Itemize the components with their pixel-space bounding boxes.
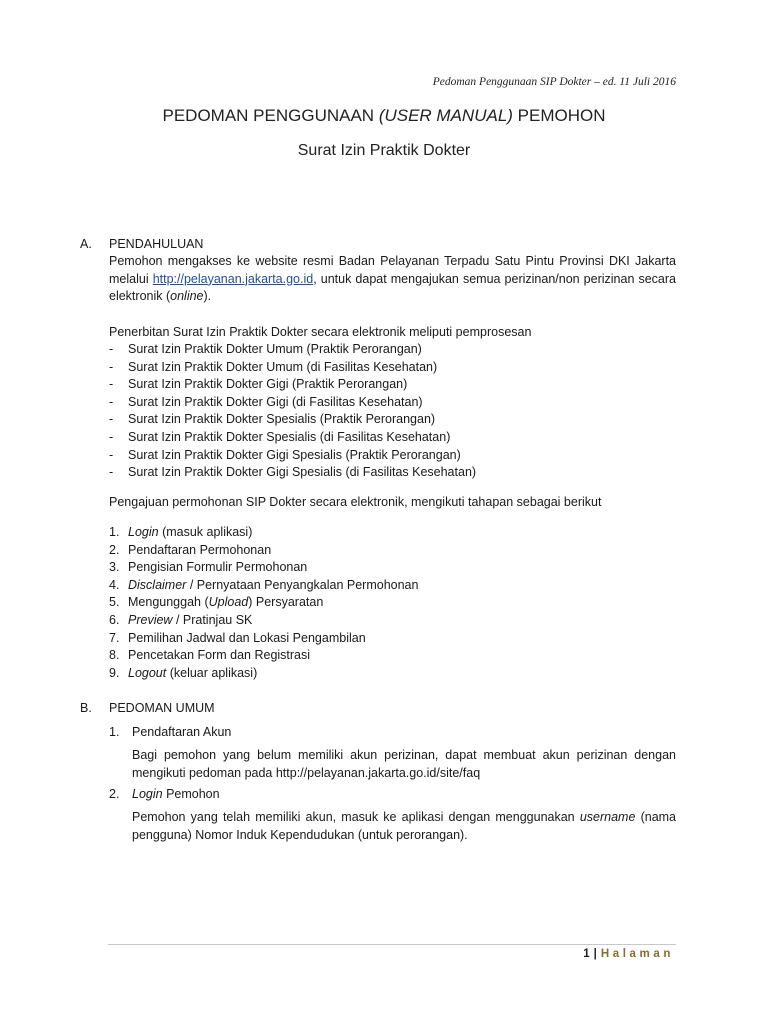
sub2-heading-italic: Login [132,787,163,801]
list-item: - Surat Izin Praktik Dokter Gigi (di Fasilitas Kesehatan) [109,394,669,412]
title-part-1: PEDOMAN PENGGUNAAN [162,106,379,125]
running-header: Pedoman Penggunaan SIP Dokter – ed. 11 Juli 2016 [432,76,676,88]
sub2-text-italic: username [579,810,636,824]
document-title [0,106,768,126]
section-a-letter: A. [80,237,92,251]
intro-text-2: , untuk dapat mengajukan semua perizinan/non perizinan secara elektronik ( [109,271,676,304]
document-subtitle: Surat Izin Praktik Dokter [297,142,471,159]
step-text: Pendaftaran Permohonan [128,542,272,557]
step-number: 6. [109,612,120,627]
section-a-intro [109,253,676,306]
step-text-2: ) Persyaratan [248,595,324,610]
steps-intro: Pengajuan permohonan SIP Dokter secara elektronik, mengikuti tahapan sebagai berikut [109,495,602,509]
sub2-heading-rest: Pemohon [162,787,220,801]
step-number: 1. [109,525,120,539]
step-number: 9. [109,665,120,680]
steps-list [109,524,669,682]
step-item [109,542,669,560]
step-number: 8. [109,648,120,663]
list-item: - Surat Izin Praktik Dokter Gigi Spesialis (di Fasilitas Kesehatan) [109,464,669,482]
intro-link[interactable]: http://pelayanan.jakarta.go.id [152,271,314,286]
step-text: / Pratinjau SK [172,612,253,627]
list-item: - Surat Izin Praktik Dokter Gigi Spesialis (Praktik Perorangan) [109,447,669,465]
page-label: Halaman [600,948,674,960]
step-number: 3. [109,560,120,575]
step-text: Pemilihan Jadwal dan Lokasi Pengambilan [128,630,366,645]
list-item: - Surat Izin Praktik Dokter Umum (Praktik Perorangan) [109,341,669,359]
step-text: (masuk aplikasi) [158,525,253,539]
step-item [109,524,669,542]
issuance-list [109,341,669,482]
footer-separator: | [593,948,597,960]
list-item: - Surat Izin Praktik Dokter Spesialis (di Fasilitas Kesehatan) [109,429,669,447]
step-item [109,612,669,630]
title-part-3: PEMOHON [512,106,606,125]
list-item: - Surat Izin Praktik Dokter Umum (di Fasilitas Kesehatan) [109,359,669,377]
step-number: 5. [109,595,120,610]
intro-online: online [170,289,204,304]
section-b-heading: PEDOMAN UMUM [109,701,215,715]
step-italic: Login [128,525,159,539]
section-a-heading: PENDAHULUAN [109,237,204,251]
sub1-heading: Pendaftaran Akun [132,725,232,739]
step-text: Pengisian Formulir Permohonan [128,560,308,575]
step-item [109,559,669,577]
step-number: 7. [109,630,120,645]
step-item [109,647,669,665]
sub1-text: Bagi pemohon yang belum memiliki akun perizinan, dapat membuat akun perizinan dengan mengikuti pedoman pada http://pelayanan.jakarta.go.id/site/faq [132,748,676,780]
list-item: - Surat Izin Praktik Dokter Gigi (Praktik Perorangan) [109,376,669,394]
footer-rule [108,944,676,945]
step-italic: Upload [208,595,249,610]
step-item [109,630,669,648]
step-number: 4. [109,577,120,592]
step-text: Mengunggah ( [128,595,209,610]
sub2-text-1: Pemohon yang telah memiliki akun, masuk ke aplikasi dengan menggunakan [132,810,580,824]
title-part-2: (USER MANUAL) [378,106,513,125]
sub2-text [132,809,676,844]
step-number: 2. [109,542,120,557]
step-text: (keluar aplikasi) [166,665,258,680]
intro-text-1: Pemohon mengakses ke website resmi Badan Pelayanan Terpadu Satu Pintu Provinsi DKI Jakarta melalui [109,254,676,286]
step-item [109,665,669,683]
step-text: / Pernyataan Penyangkalan Permohonan [186,577,419,592]
sub2-heading [132,786,220,804]
step-italic: Disclaimer [128,577,187,592]
sub2-number: 2. [109,787,120,801]
sub1-number: 1. [109,725,120,739]
issuance-intro: Penerbitan Surat Izin Praktik Dokter secara elektronik meliputi pemprosesan [109,325,532,339]
page-number: 1 [583,948,590,960]
sub2-text-2: (nama pengguna) Nomor Induk Kependudukan (untuk perorangan). [132,810,677,842]
page-footer [583,948,674,960]
step-italic: Logout [128,665,167,680]
list-item: - Surat Izin Praktik Dokter Spesialis (Praktik Perorangan) [109,411,669,429]
step-item [109,594,669,612]
step-text: Pencetakan Form dan Registrasi [128,648,311,663]
step-italic: Preview [128,612,173,627]
section-b-letter: B. [80,701,92,715]
step-item [109,577,669,595]
intro-text-3: ). [203,289,212,304]
